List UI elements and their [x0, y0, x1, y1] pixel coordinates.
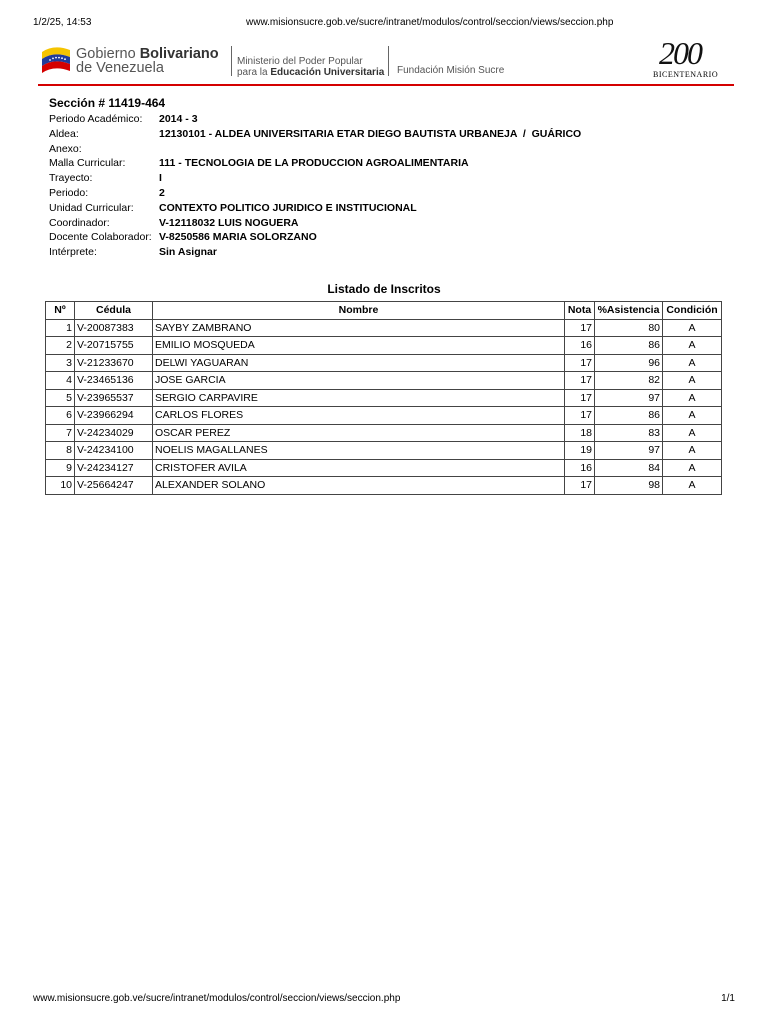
info-row: Unidad Curricular: CONTEXTO POLITICO JURIDICO E INSTITUCIONAL — [49, 201, 417, 214]
table-row: 3 V-21233670 DELWI YAGUARAN 17 96 A — [46, 354, 722, 372]
col-header: Cédula — [75, 302, 153, 320]
info-row: Periodo: 2 — [49, 186, 165, 199]
footer-url: www.misionsucre.gob.ve/sucre/intranet/modulos/control/seccion/views/seccion.php — [33, 993, 401, 1004]
col-header: Nº — [46, 302, 75, 320]
print-timestamp: 1/2/25, 14:53 — [33, 17, 92, 28]
divider — [388, 46, 389, 76]
info-row: Coordinador: V-12118032 LUIS NOGUERA — [49, 216, 299, 229]
table-row: 8 V-24234100 NOELIS MAGALLANES 19 97 A — [46, 442, 722, 460]
table-row: 9 V-24234127 CRISTOFER AVILA 16 84 A — [46, 459, 722, 477]
col-header: Nota — [565, 302, 595, 320]
info-row: Intérprete: Sin Asignar — [49, 246, 217, 259]
section-title: Sección # 11419-464 — [49, 96, 166, 110]
table-row: 2 V-20715755 EMILIO MOSQUEDA 16 86 A — [46, 337, 722, 355]
table-row: 10 V-25664247 ALEXANDER SOLANO 17 98 A — [46, 477, 722, 495]
col-header: Nombre — [153, 302, 565, 320]
header-rule — [38, 84, 734, 86]
list-title: Listado de Inscritos — [327, 282, 441, 296]
page-number: 1/1 — [721, 993, 735, 1004]
info-row: Anexo: — [49, 142, 82, 155]
gobierno-logo-text: Gobierno Bolivariano de Venezuela — [76, 46, 219, 76]
inscritos-table — [45, 301, 722, 495]
info-row: Aldea: 12130101 - ALDEA UNIVERSITARIA ETAR DIEGO BAUTISTA URBANEJA / GUÁRICO — [49, 127, 582, 140]
section-info — [49, 112, 581, 260]
table-row: 6 V-23966294 CARLOS FLORES 17 86 A — [46, 407, 722, 425]
bicentenario-logo: 200 BICENTENARIO — [653, 35, 719, 79]
print-url: www.misionsucre.gob.ve/sucre/intranet/modulos/control/seccion/views/seccion.php — [246, 17, 614, 28]
table-row: 7 V-24234029 OSCAR PEREZ 18 83 A — [46, 424, 722, 442]
table-header-row — [46, 302, 722, 320]
venezuela-flag-icon — [40, 42, 72, 76]
header-banner — [40, 35, 735, 84]
info-row: Periodo Académico: 2014 - 3 — [49, 113, 198, 125]
info-row: Docente Colaborador: V-8250586 MARIA SOLORZANO — [49, 231, 317, 244]
table-row: 1 V-20087383 SAYBY ZAMBRANO 17 80 A — [46, 319, 722, 337]
divider — [231, 46, 232, 76]
col-header: %Asistencia — [595, 302, 663, 320]
info-row: Trayecto: I — [49, 172, 162, 185]
table-row: 4 V-23465136 JOSE GARCIA 17 82 A — [46, 372, 722, 390]
table-row: 5 V-23965537 SERGIO CARPAVIRE 17 97 A — [46, 389, 722, 407]
ministerio-text: Ministerio del Poder Popular para la Educación Universitaria — [237, 56, 385, 78]
fundacion-text: Fundación Misión Sucre — [397, 65, 505, 76]
col-header: Condición — [663, 302, 722, 320]
info-row: Malla Curricular: 111 - TECNOLOGIA DE LA PRODUCCION AGROALIMENTARIA — [49, 157, 469, 170]
